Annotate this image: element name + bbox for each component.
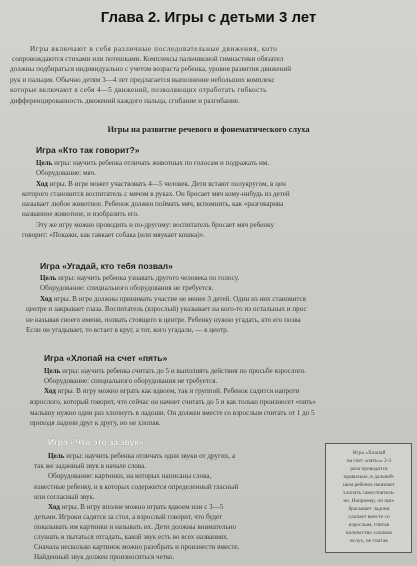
game-line: Ход игры. В игру можно играть как вдвоем, так и группой. Ребенок садится напроти: [44, 387, 300, 395]
sidebar-note-line: брасывает ладони: [348, 506, 390, 512]
game-line: Цель игры: научить ребенка считать до 5 и выполнять действия по просьбе взрослого.: [44, 367, 307, 375]
game-line: Если он угадывает, то встает в круг, а тот, кого угадали, — в центр.: [26, 326, 229, 334]
game-line: приходя ладони друг к другу, но не хлопая.: [30, 419, 161, 427]
game-line: Цель игры: научить ребенка отличать животных по голосам и подражать им.: [36, 159, 270, 167]
sidebar-note-box: [325, 443, 412, 553]
game-line: Ход игры. В игру вполне можно играть вдвоем или с 3—5: [48, 503, 224, 511]
game-line: Ход игры. В игре должны принимать участие не менее 3 детей. Один из них становится: [40, 295, 306, 303]
game-line: которого становится воспитатель с мячом в руках. Он бросает мяч кому-нибудь из детей: [22, 190, 290, 198]
game-line: Оборудование: мяч.: [36, 169, 96, 177]
game-line: центре и закрывает глаза. Воспитатель (взрослый) указывает на кого-то из остальных и прос: [26, 305, 307, 313]
game-line: взрослого, который говорит, что сейчас он начнет считать до 5 и как только произнесет «пять»: [30, 398, 317, 406]
intro-line: которые включают в себя 4—5 движений, позволяющих отработать гибкость: [10, 86, 267, 94]
game-line: Цель игры: научить ребенка узнавать другого человека по голосу.: [40, 274, 240, 282]
game-line: показывать им картинки и называть их. Дети должны внимательно: [34, 523, 237, 531]
game-line: так же заданный звук в начале слова.: [34, 462, 147, 470]
game-line: слушать и пытаться отгадать, какой звук есть во всех названиях.: [34, 533, 229, 541]
sidebar-note-line: хлопать самостоятель-: [343, 490, 395, 496]
game-title: Игра «Кто так говорит?»: [36, 145, 140, 155]
game-title: Игра «Угадай, кто тебя позвал»: [40, 261, 173, 271]
game-line: Оборудование: специального оборудования не требуется.: [40, 284, 214, 292]
game-line: Сначала несколько картинок можно разобрать и произнести вместе.: [34, 543, 240, 551]
sidebar-note-line: на счет «пять»» 2-3: [346, 458, 392, 464]
intro-line: Игры включают в себя различные последовательные движения, кото: [30, 45, 278, 53]
game-line: Оборудование: картинки, на которых написаны слова,: [48, 472, 212, 480]
game-line: или согласный звук.: [34, 493, 95, 501]
sidebar-note-line: количество хлопков: [346, 530, 392, 536]
game-line: известные ребенку, и в которых содержится определенный гласный: [34, 483, 239, 491]
game-line: говорит: «Покажи, как гавкает собака (или мяукает кошка)».: [22, 231, 205, 239]
game-line: Эту же игру можно проводить и по-другому: воспитатель бросает мяч ребенку: [36, 221, 274, 229]
sidebar-note-line: шем ребенок начинает: [343, 482, 395, 488]
sidebar-note-line: раза проводится: [350, 466, 388, 472]
game-title: Игра «Что это за звук»: [48, 437, 144, 447]
game-line: детьми. Игроки садятся за стол, а взрослый говорит, что будет: [34, 513, 223, 521]
sidebar-note-line: но. Например, он при-: [343, 498, 395, 504]
sidebar-note-line: хлопает вместе со: [348, 514, 390, 520]
intro-line: должны подбираться индивидуально с учетом возраста ребенка, уровня развития движений: [10, 65, 292, 73]
game-line: малышу нужно один раз хлопнуть в ладоши. Он должен вместе со взрослым считать от 1 до 5: [30, 409, 315, 417]
game-line: не называя своего имени, позвать стоящего в центре. Ребенку нужно угадать, кто его позва: [26, 316, 301, 324]
game-line: Найденный звук должен произноситься четко.: [34, 553, 175, 561]
game-line: названное животное, и изобразить его.: [22, 210, 139, 218]
intro-line: сопровождаются стихами или потешками. Комплексы пальчиковой гимнастики обязател: [12, 55, 284, 63]
sidebar-note-line: вслух, не считая: [350, 538, 388, 544]
game-line: Оборудование: специального оборудования не требуется.: [44, 377, 218, 385]
section-title: Игры на развитие речевого и фонематического слуха: [107, 125, 310, 134]
sidebar-note-line: взрослым, считая: [348, 522, 390, 528]
sidebar-note-line: Игра «Хлопай: [352, 450, 386, 456]
sidebar-note-line: правильно, в дальней-: [343, 474, 395, 480]
game-line: называет любое животное. Ребенок должен поймать мяч, вспомнить, как «разговарива: [22, 200, 284, 208]
intro-line: дифференцированность движений каждого пальца, сгибание и разгибание.: [10, 97, 240, 105]
intro-line: рук и пальцев. Обычно детям 3—4 лет предлагается выполнение небольших комплекс: [10, 76, 275, 84]
game-line: Ход игры. В игре может участвовать 4—5 человек. Дети встают полукругом, в цен: [36, 180, 286, 188]
game-line: Цель игры: научить ребенка отличать одни звуки от других, а: [48, 452, 235, 460]
chapter-title: Глава 2. Игры с детьми 3 лет: [100, 9, 317, 26]
game-title: Игра «Хлопай на счет «пять»: [44, 353, 168, 363]
